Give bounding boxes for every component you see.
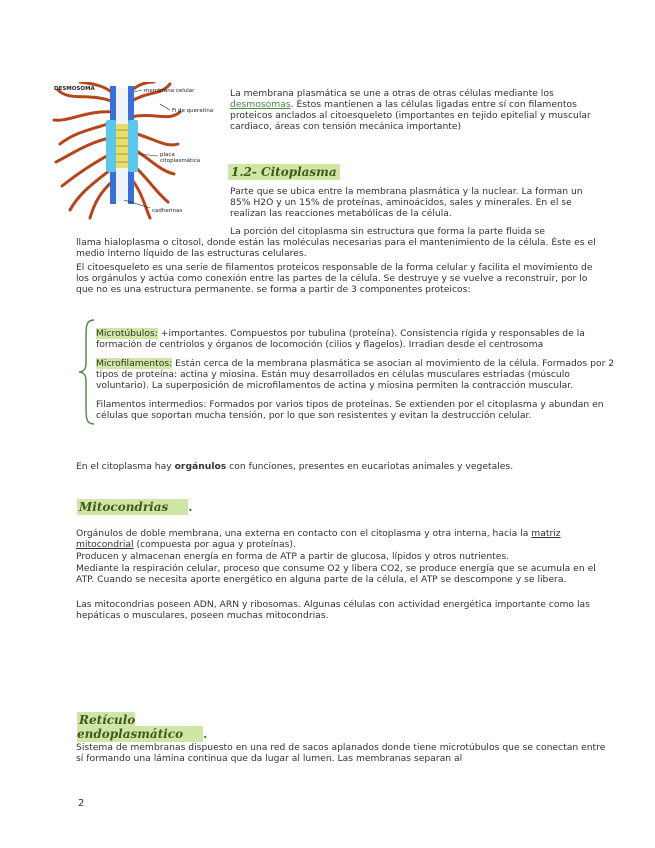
section-heading-mitocondrias [74,499,193,515]
list-text: Están cerca de la membrana plasmática se asocian al movimiento de la célula. Formados por 2 tipos de proteína: actina y miosina. Están muy desarrollados en células musculares estriadas (músculo voluntario). La superposición de microfilamentos de actina y miosina permiten la contracción muscular. [96,358,615,391]
figure-title: DESMOSOMA [54,86,95,92]
citoplasma-closing [76,461,606,472]
citoplasma-paragraph-2a: La porción del citoplasma sin estructura que forma la parte fluida se [230,226,545,237]
closing-text-rest: con funciones, presentes en eucariotas animales y vegetales. [226,461,514,472]
mitocondrias-paragraph-4: Las mitocondrias poseen ADN, ARN y ribosomas. Algunas células con actividad energética importante como las hepáticas o musculares, poseen muchas mitocondrias. [76,599,590,621]
heading-text: Retículo endoplasmático [77,712,203,742]
reticulo-paragraph-1: Sistema de membranas dispuesto en una red de sacos aplanados donde tiene microtúbulos que se conectan entre sí formando una lámina continua que da lugar al lumen. Las membranas separan al [76,742,606,764]
intro-text: La membrana plasmática se une a otras de otras células mediante los [230,88,554,99]
page-number: 2 [78,798,85,809]
para-text-rest: (compuesta por agua y proteínas). [133,539,296,550]
label-placa: placa citoplasmática [160,152,201,164]
intro-paragraph [230,88,600,132]
section-heading-citoplasma: 1.2- Citoplasma [228,164,340,180]
brace-icon [78,318,96,426]
cytoskeleton-list [96,328,616,421]
plaque-left [106,120,116,172]
para-text: Orgánulos de doble membrana, una externa en contacto con el citoplasma y otra interna, hacia la [76,528,529,539]
desmosome-illustration [50,82,226,220]
mitocondrias-paragraph-2: Producen y almacenan energía en forma de ATP a partir de glucosa, lípidos y otros nutrientes. [76,551,510,562]
list-term: Microtúbulos: [96,328,158,339]
list-item [96,399,616,421]
list-term: Filamentos intermedios: [96,399,207,410]
section-heading-reticulo [74,712,240,742]
mitocondrias-paragraph-1 [76,528,606,550]
heading-dot: . [188,500,193,514]
list-item [96,358,616,391]
list-text: +importantes. Compuestos por tubulina (proteína). Consistencia rígida y responsables de la formación de centriolos y órganos de locomoción (cilios y flagelos). Irradian desde el centrosoma [96,328,585,350]
citoplasma-paragraph-2b: llama hialoplasma o citosol, donde están las moléculas necesarias para el mantenimiento de la célula. Éste es el medio interno líquido de las estructuras celulares. [76,237,596,259]
closing-text: En el citoplasma hay [76,461,175,472]
desmosome-figure [50,82,226,220]
heading-dot: . [203,727,208,741]
plaque-right [128,120,138,172]
label-membrana: membrana celular [144,88,195,94]
citoplasma-paragraph-3: El citoesqueleto es una serie de filamentos proteicos responsable de la forma celular y facilita el movimiento de los orgánulos y actúa como conexión entre las partes de la célula. Se destruye y se vuelve a reconstruir, por lo que no es una estructura permanente. se forma a partir de 3 componentes proteicos: [76,262,593,295]
list-text: Formados por varios tipos de proteínas. Se extienden por el citoplasma y abundan en células que soportan mucha tensión, por lo que son resistentes y evitan la destrucción celular. [96,399,604,421]
citoplasma-paragraph-1: Parte que se ubica entre la membrana plasmática y la nuclear. La forman un 85% H2O y un 15% de proteínas, aminoácidos, sales y minerales. En el se realizan las reacciones metabólicas de la célula. [230,186,583,219]
mitocondrias-paragraph-3: Mediante la respiración celular, proceso que consume O2 y libera CO2, se produce energía que se acumula en el ATP. Cuando se necesita aporte energético en alguna parte de la célula, el ATP se descompone y se libera. [76,563,596,585]
list-term: Microfilamentos: [96,358,173,369]
label-cadherinas: cadherinas [152,208,183,214]
list-item [96,328,616,350]
matriz-mitocondrial-text: matriz mitocondrial [76,528,561,550]
heading-text: Mitocondrias [77,499,188,515]
closing-bold: orgánulos [174,461,227,472]
intro-text-rest: . Éstos mantienen a las células ligadas entre sí con filamentos proteicos anclados al citoesqueleto (importantes en tejido epitelial y muscular cardiaco, áreas con tensión mecánica importante) [230,99,591,132]
desmosomas-link[interactable]: desmosomas [230,99,291,110]
label-queratina: Fi de queratina [172,108,214,114]
